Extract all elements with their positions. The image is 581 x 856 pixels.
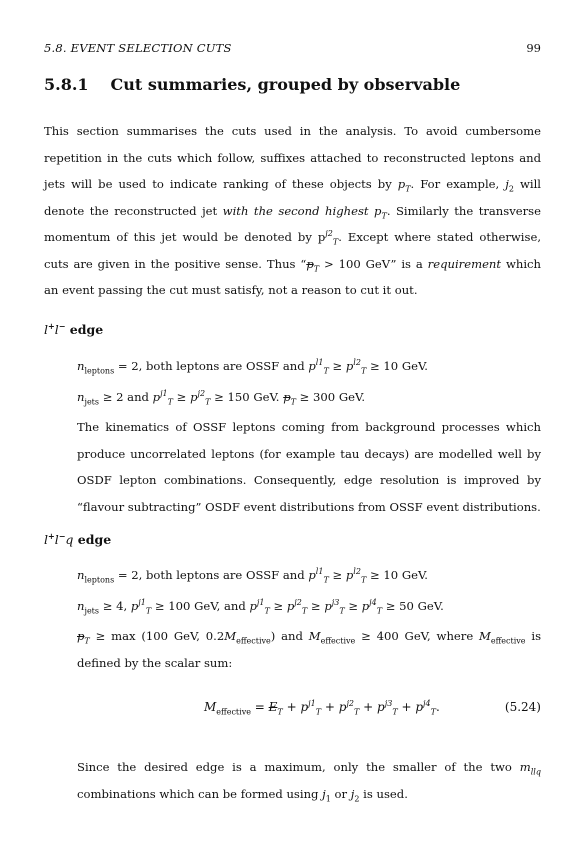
llq-closing-paragraph: Since the desired edge is a maximum, only the smaller of the two $m_{llq}$ combinations which can be formed using $j_1$ or $j_2$ is used. (77, 760, 541, 803)
running-header (44, 41, 541, 55)
ll-edge-cuts (77, 353, 541, 520)
llq-edge-cuts (77, 562, 541, 676)
llq-cut-met: $p_T \ge \max (100$ GeV, $0.2M_{effective}$) and $M_{effective} \ge 400$ GeV, where $M_{effective}$ is defined by the scalar sum: (77, 629, 542, 670)
section-heading-text: Cut summaries, grouped by observable (110, 75, 461, 94)
llq-cut-jets: $n_{jets} \ge 4$, $p^{j1}_T \ge 100$ GeV, and $p^{j1}_T \ge p^{j2}_T \ge p^{j3}_T \ge p^{j4}_T \ge 50$ GeV. (77, 597, 444, 615)
page-number: 99 (526, 41, 541, 55)
ll-cut-leptons: $n_{leptons} = 2$, both leptons are OSSF and $p^{l1}_T \ge p^{l2}_T \ge 10$ GeV. (77, 358, 428, 376)
subheading-ll-edge: l+l− edge (44, 320, 104, 337)
equation-number: (5.24) (504, 700, 541, 714)
section-title (44, 75, 460, 94)
running-title: 5.8. EVENT SELECTION CUTS (44, 41, 232, 55)
ll-cut-jets: $n_{jets} \ge 2$ and $p^{j1}_T \ge p^{j2}_T \ge 150$ GeV. $p_T \ge 300$ GeV. (77, 388, 366, 406)
llq-cut-leptons: $n_{leptons} = 2$, both leptons are OSSF and $p^{l1}_T \ge p^{l2}_T \ge 10$ GeV. (77, 567, 428, 585)
section-number: 5.8.1 (44, 75, 89, 94)
equation-expression: $M_{effective} = E_T + p^{j1}_T + p^{j2}_T + p^{j3}_T + p^{j4}_T$. (204, 699, 440, 717)
subheading-llq-edge: l+l−q edge (44, 530, 112, 547)
ll-edge-paragraph: The kinematics of OSSF leptons coming from background processes which produce uncorrelated leptons (for example tau decays) are modelled well by OSDF lepton combinations. Consequently, edge resolution is improved by “flavour subtracting” OSDF event distributions from OSSF event distributions. (77, 420, 541, 514)
intro-paragraph: This section summarises the cuts used in the analysis. To avoid cumbersome repetition in the cuts which follow, suffixes attached to reconstructed leptons and jets will be used to indicate ranking of these objects by $p_T$. For example, $j_2$ will denote the reconstructed jet with the second highest $p_T$. Similarly the transverse momentum of this jet would be denoted by $p^{j2}_T$. Except where stated otherwise, cuts are given in the positive sense. Thus “$p_T > 100$ GeV” is a requirement which an event passing the cut must satisfy, not a reason to cut it out. (44, 124, 542, 297)
